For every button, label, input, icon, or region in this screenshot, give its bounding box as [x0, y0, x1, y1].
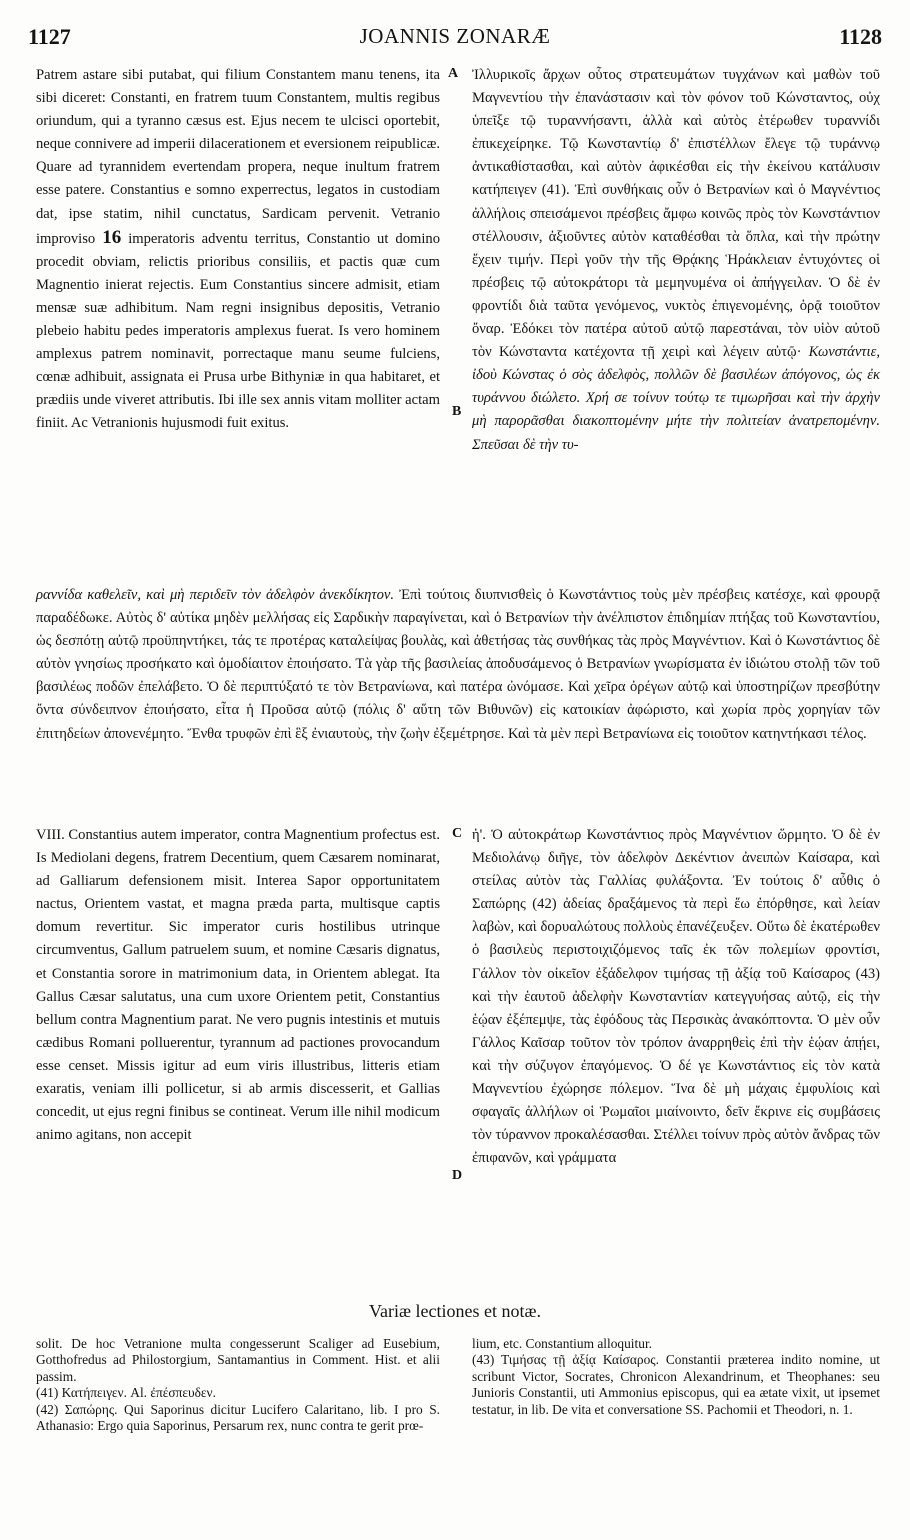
section-number: 16	[102, 226, 122, 248]
note-item: solit. De hoc Vetranione multa congesserunt Scaliger ad Eusebium, Gotthofredus ad Philostorgium, Santamantius in Comment. Hist. et alii passim.	[36, 1336, 440, 1384]
notes-right-column	[472, 1336, 880, 1418]
full-width-text: Ἐπὶ τούτοις διυπνισθεὶς ὁ Κωνστάντιος τοὺς μὲν πρέσβεις κατέσχε, καὶ φρουρᾷ παραδέδωκε. Αὐτὸς δ' αὐτίκα μηδὲν μελλήσας εἰς Σαρδικὴν παραγίνεται, καὶ ὁ Βετρανίων τὴν ἀνέλπιστον ἐπιδημίαν πτήξας τοῦ Κωνσταντίου, ὡς δεσπότῃ αὐτῷ προϋπηντήκει, τάς τε προτέρας καταλείψας βουλὰς, καὶ ἀθετήσας τὰς συνθήκας τὰς πρὸς Μαγνέντιον. Καὶ ὁ Κωνστάντιος δὲ αὐτὸν γνησίως προσήκατο καὶ ὁμοδίαιτον ἐποιήσατο. Τὰ γὰρ τῆς βασιλείας ἀποδυσάμενος ὁ Βετρανίων γνωρίσματα ἐν ἰδιώτου στολῇ τῶν τοῦ βασιλέως ποδῶν ἐπελάβετο. Ὁ δὲ περιπτύξατό τε τὸν Βετρανίωνα, καὶ πατέρα ὠνόμασε. Καὶ χεῖρα ὀρέγων αὐτῷ καὶ ὑποστηρίζων πρεσβύτην ὄντα σύνδειπνον ἐποιήσατο, εἶτα ἡ Προῦσα αὐτῷ (πόλις δ' αὕτη τῶν Βιθυνῶν) εἰς κατοικίαν ἀφώριστο, καὶ χωρία πρὸς χορηγίαν τῶν ἐπιτηδείων ἀπονενέμητο. Ἔνθα τρυφῶν ἐπὶ ἓξ ἐνιαυτοὺς, τὴν ζωὴν ἐξεμέτρησε. Καὶ τὰ μὲν περὶ Βετρανίωνα εἰς τοιοῦτον κατηντήκασι τέλος.	[36, 587, 880, 742]
full-width-italic-lead: ραννίδα καθελεῖν, καὶ μὴ περιδεῖν τὸν ἀδελφὸν ἀνεκδίκητον.	[36, 587, 395, 603]
margin-mark-c: C	[452, 826, 463, 841]
latin-text-a: Patrem astare sibi putabat, qui filium Constantem manu tenens, ita sibi diceret: Constanti, en fratrem tuum Constantem, multis regibus oriundum, qui a tyranno cæsus est. Ejus necem te ulcisci oportebit, neque connivere ad imperii dilacerationem et eversionem reipublicæ. Quare ad tyrannidem evertendam propera, neque inultum fratrem esse patere. Constantius e somno experrectus, legatos in custodiam dat, ipse statim, nihil cunctatus, Sardicam pervenit. Vetranio improviso	[36, 67, 440, 247]
note-item: (42) Σαπώρης. Qui Saporinus dicitur Lucifero Calaritano, lib. I pro S. Athanasio: Ergo quia Saporinus, Persarum rex, nunc contra te gerit prœ-	[36, 1401, 440, 1434]
greek-section-viii: ἡ'. Ὁ αὐτοκράτωρ Κωνστάντιος πρὸς Μαγνέντιον ὥρμητο. Ὁ δὲ ἐν Μεδιολάνῳ διῆγε, τὸν ἀδελφὸν Δεκέντιον ἀνειπὼν Καίσαρα, καὶ στείλας αὐτὸν τὰς Γαλλίας φυλάξοντα. Ἐν τούτοις δ' αὖθις ὁ Σαπώρης (42) ἀδείας δραξάμενος τὰ περὶ ἕω ἐπόρθησε, καὶ λείαν λαβὼν, καὶ δορυαλώτους πολλοὺς ἐπανέζευξεν. Οὕτω δὲ ἑκατέρωθεν ὁ βασιλεὺς περιστοιχιζόμενος ταῖς ἐκ τῶν πολεμίων φροντίσι, Γάλλον τὸν οἰκεῖον ἐξάδελφον τιμήσας τῇ ἀξίᾳ τοῦ Καίσαρος (43) καὶ τὴν ἑαυτοῦ ἀδελφὴν Κωνσταντίαν κατεγγυήσας αὐτῷ, εἰς τὴν ἑῴαν ἐξέπεμψε, τὰς ἐφόδους τὰς Περσικὰς ἀνακόπτοντα. Ὁ μὲν οὖν Γάλλος Καῖσαρ τοῦτον τὸν τρόπον ἀναρρηθεὶς ἐπὶ τὴν ἑῴαν ἀπῄει, καὶ τὴν σύζυγον ἐπαγόμενος. Ὁ δέ γε Κωνστάντιος εἰς τὸν κατὰ Μαγνεντίου ἐχώρησε πόλεμον. Ἵνα δὲ μὴ μάχαις ἐμφυλίοις καὶ σφαγαῖς ἀλλήλων οἱ Ῥωμαῖοι μιαίνοιντο, δεῖν ἔκρινε εἰς συμβάσεις τὸν τύραννον προκαλέσασθαι. Στέλλει τοίνυν πρὸς αὐτὸν ἄνδρας τῶν ἐπιφανῶν, καὶ γράμματα	[472, 827, 880, 1167]
latin-column-bottom	[36, 824, 440, 1147]
greek-column-top	[472, 64, 880, 457]
notes-title: Variæ lectiones et notæ.	[369, 1301, 541, 1321]
running-title: JOANNIS ZONARÆ	[359, 24, 551, 48]
greek-text: Ἰλλυρικοῖς ἄρχων οὗτος στρατευμάτων τυγχάνων καὶ μαθὼν τοῦ Μαγνεντίου τὴν ἐπανάστασιν καὶ τὸν φόνον τοῦ Κώνσταντος, οὐχ ὑπεῖξε τῷ τυραννήσαντι, ἀλλὰ καὶ αὐτὸς ἑτέρωθεν τυραννίδι ἐπικεχείρηκε. Τῷ Κωνσταντίῳ δ' ἐπιστέλλων ἔλεγε τῷ τυράννῳ ἀντικαθίστασθαι, καὶ αὐτὸν ἀφικέσθαι εἰς τὴν ἐκείνου κατάλυσιν κατήπειγεν (41). Ἐπὶ συνθήκαις οὖν ὁ Βετρανίων καὶ ὁ Μαγνέντιος ἀλλήλοις σπεισάμενοι πρέσβεις ἄμφω κοινῶς πρὸς τὸν Κωνστάντιον στέλλουσιν, ἀξιοῦντες αὐτὸν καταθέσθαι τὰ ὅπλα, καὶ τὴν πρώτην ἔχειν τιμήν. Περὶ γοῦν τὴν τῆς Θρᾴκης Ἡράκλειαν ἐντυχόντες οἱ πρέσβεις τῷ αὐτοκράτορι τὰ μεμηνυμένα οἱ ἀπήγγειλαν. Ὁ δὲ ἐν φροντίδι διὰ ταῦτα γενόμενος, νυκτὸς ἐπιγενομένης, ὁρᾷ τοιοῦτον ὄναρ. Ἐδόκει τὸν πατέρα αὐτοῦ αὐτῷ παρεστάναι, τὸν υἱὸν αὐτοῦ τὸν Κώνσταντα κατέχοντα τῇ χειρὶ καὶ λέγειν αὐτῷ·	[472, 67, 880, 361]
running-header	[28, 22, 882, 50]
full-width-block	[36, 584, 880, 746]
margin-mark-b: B	[452, 404, 462, 419]
margin-mark-d: D	[452, 1168, 463, 1183]
greek-column-bottom	[472, 824, 880, 1170]
note-item: (43) Τιμήσας τῇ ἀξίᾳ Καίσαρος. Constantii præterea indito nomine, ut scribunt Victor, Socrates, Chronicon Alexandrinum, et Theophanes: seu Junioris Constantii, uti Ammonius episcopus, qui ea ætate vixit, ut ipsemet testatur, in lib. De vita et conversatione SS. Pachomii et Theodori, n. 1.	[472, 1352, 880, 1417]
full-width-paragraph	[36, 584, 880, 746]
greek-italic-speech: Κωνστάντιε, ἰδοὺ Κώνστας ὁ σὸς ἀδελφὸς, πολλῶν δὲ βασιλέων ἀπόγονος, ὡς ἐκ τυράννου διώλετο. Χρή σε τοίνυν τούτῳ τε τιμωρῆσαι καὶ τὴν ἀρχὴν μὴ παρορᾶσθαι διακοπτομένην μήτε τὴν πολιτείαν ἀνατρεπομένην. Σπεῦσαι δὲ τὴν τυ-	[472, 344, 880, 453]
latin-column-top	[36, 64, 440, 436]
note-item: lium, etc. Constantium alloquitur.	[472, 1336, 653, 1351]
latin-paragraph	[36, 64, 440, 436]
note-item: (41) Κατήπειγεν. Al. ἐπέσπευδεν.	[36, 1385, 216, 1401]
page-number-left: 1127	[28, 24, 71, 49]
latin-text-b: imperatoris adventu territus, Constantio ut domino procedit obviam, relictis prioribus consiliis, et pactis quæ cum Magnentio inierat rejectis. Eum Constantius sincere admisit, etiam mensæ suæ adhibitum. Nam regni insignibus depositis, Vetranio plebeio habitu pedes imperatoris amplexus fuerat. Is vero hominem amplexus patrem nominavit, porrectaque manu seume fulciens, cœnæ adhibuit, assignata ei Prusa urbe Bithyniæ in qua habitaret, et prædiis unde viveret attributis. Ibi ille sex annis vitam molliter actam finiit. Ac Vetranionis hujusmodi fuit exitus.	[36, 230, 440, 432]
margin-mark-a: A	[448, 66, 459, 81]
page-number-right: 1128	[839, 24, 882, 49]
notes-left-column	[36, 1336, 440, 1434]
greek-paragraph	[472, 64, 880, 457]
latin-section-viii: VIII. Constantius autem imperator, contra Magnentium profectus est. Is Mediolani degens, fratrem Decentium, quem Cæsarem nominarat, ad Galliarum defensionem misit. Interea Sapor opportunitatem nactus, Orientem vastat, et magna præda parta, multisque captis domum revertitur. Sic imperator curis hostilibus utrinque circumventus, Gallum patruelem suum, et nomine Cæsaris dignatus, et Constantia sorore in matrimonium data, in Orientem ablegat. Ita Gallus Cæsar salutatus, una cum uxore Orientem petit, Constantius bellum contra Magnentium parat. Ne vero pugnis intestinis et mutuis cædibus Romani polluerentur, tyrannum ad pactiones provocandum esse censet. Missis igitur ad eum viris illustribus, litteris etiam exaratis, veniam illi pollicetur, si ab armis discesserit, et Gallias concedit, ut ejus regni finibus se contineat. Verum ille nihil modicum animo agitans, non accepit	[36, 827, 440, 1144]
